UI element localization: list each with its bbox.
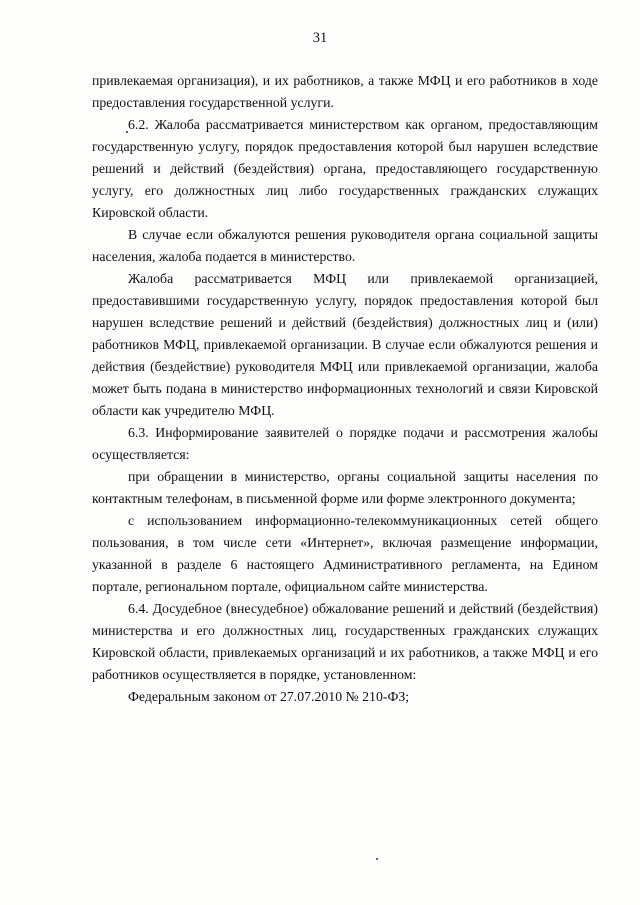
paragraph-mfc-complaint: Жалоба рассматривается МФЦ или привлекаемой организацией, предоставившими государственную услугу, порядок предоставления которой был нарушен вследствие решений и действий (бездействия) должностных лиц и (или) работников МФЦ, привлекаемой организации. В случае если обжалуются решения и действия (бездействие) руководителя МФЦ или привлекаемой организации, жалоба может быть подана в министерство информационных технологий и связи Кировской области как учредителю МФЦ. [92, 271, 598, 418]
paragraph-federal-law: Федеральным законом от 27.07.2010 № 210-ФЗ; [128, 689, 410, 704]
paragraph-continuation: привлекаемая организация), и их работников, а также МФЦ и его работников в ходе предоставления государственной услуги. [92, 73, 598, 110]
page-number: 31 [312, 30, 328, 46]
paragraph-6-2: 6.2. Жалоба рассматривается министерством как органом, предоставляющим государственную услугу, порядок предоставления которой был нарушен вследствие решений и действий (бездействия) органа, предоставляющего государственную услугу, его должностных лиц либо государственных гражданских служащих Кировской области. [92, 117, 598, 220]
scan-mark [376, 858, 378, 860]
paragraph-6-3: 6.3. Информирование заявителей о порядке подачи и рассмотрения жалобы осуществляется: [92, 425, 598, 462]
scan-mark [126, 131, 128, 133]
document-body [92, 70, 598, 708]
paragraph-6-4: 6.4. Досудебное (внесудебное) обжалование решений и действий (бездействия) министерства и его должностных лиц, государственных гражданских служащих Кировской области, привлекаемых организаций и их работников, а также МФЦ и его работников осуществляется в порядке, установленном: [92, 601, 598, 682]
paragraph-social-protection: В случае если обжалуются решения руководителя органа социальной защиты населения, жалоба подается в министерство. [92, 227, 598, 264]
paragraph-internet-channels: с использованием информационно-телекоммуникационных сетей общего пользования, в том числе сети «Интернет», включая размещение информации, указанной в разделе 6 настоящего Административного регламента, на Едином портале, региональном портале, официальном сайте министерства. [92, 513, 598, 594]
paragraph-contact-channels: при обращении в министерство, органы социальной защиты населения по контактным телефонам, в письменной форме или форме электронного документа; [92, 469, 598, 506]
